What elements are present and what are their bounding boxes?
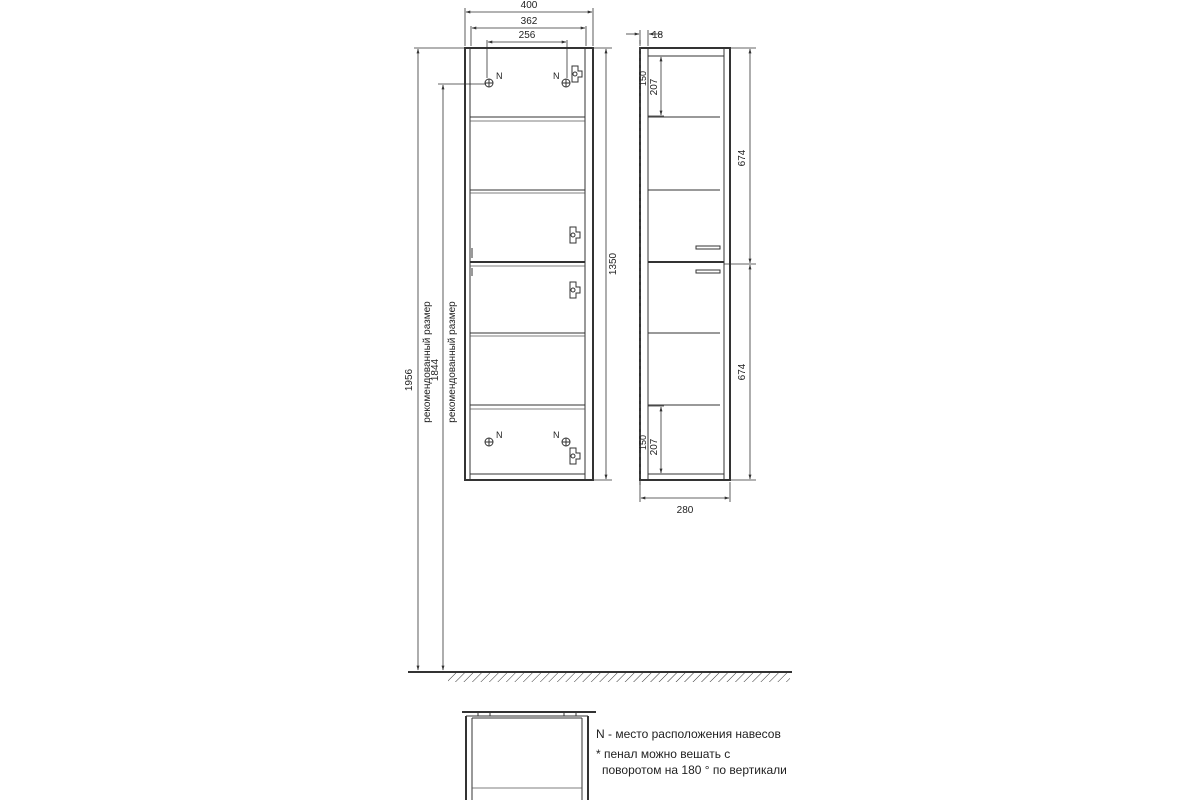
notes — [596, 727, 787, 777]
hinge-mark: N — [496, 430, 503, 440]
svg-text:1956: 1956 — [404, 368, 415, 392]
svg-text:674: 674 — [737, 149, 748, 167]
svg-text:рекомендованный размер: рекомендованный размер — [447, 301, 458, 423]
dimension-panel-thickness — [626, 30, 664, 46]
note-rotation-2: поворотом на 180 ° по вертикали — [602, 763, 787, 777]
dimension-lower-section — [731, 265, 756, 480]
svg-text:1844: 1844 — [430, 358, 441, 382]
hinge-mark: N — [553, 430, 560, 440]
door-hinge-icon — [570, 282, 580, 298]
svg-text:362: 362 — [520, 16, 538, 27]
svg-text:674: 674 — [737, 363, 748, 381]
hinge-mark: N — [553, 71, 560, 81]
side-view — [626, 30, 756, 516]
svg-text:150: 150 — [638, 434, 648, 450]
note-hinge-location: N - место расположения навесов — [596, 727, 781, 741]
svg-text:256: 256 — [518, 30, 536, 41]
note-rotation-1: * пенал можно вешать с — [596, 747, 731, 761]
dimension-mount-min — [430, 84, 486, 670]
dimension-bottom-offset — [648, 406, 664, 473]
svg-text:18: 18 — [652, 30, 664, 41]
dimension-upper-section — [724, 48, 756, 264]
door-hinge-icon — [570, 448, 580, 464]
svg-text:280: 280 — [676, 505, 694, 516]
svg-text:1350: 1350 — [608, 252, 619, 276]
door-hinge-icon — [570, 227, 580, 243]
front-cabinet-outline — [465, 48, 593, 480]
hanging-point-icon — [562, 438, 570, 446]
hanging-point-icon — [485, 79, 493, 87]
top-view — [462, 712, 596, 800]
svg-text:400: 400 — [520, 0, 538, 11]
svg-text:рекомендованный размер: рекомендованный размер — [422, 301, 433, 423]
side-cabinet-outline — [640, 48, 730, 480]
dimension-height-cabinet — [594, 48, 619, 480]
svg-text:207: 207 — [649, 78, 660, 96]
hanging-point-icon — [562, 79, 570, 87]
svg-text:150: 150 — [638, 70, 648, 86]
dimension-depth — [640, 482, 730, 516]
svg-text:207: 207 — [649, 438, 660, 456]
hinge-mark: N — [496, 71, 503, 81]
floor-line — [408, 672, 792, 682]
hanging-point-icon — [485, 438, 493, 446]
door-hinge-icon — [572, 66, 582, 82]
front-view — [404, 0, 619, 670]
dimension-top-offset — [648, 57, 664, 116]
